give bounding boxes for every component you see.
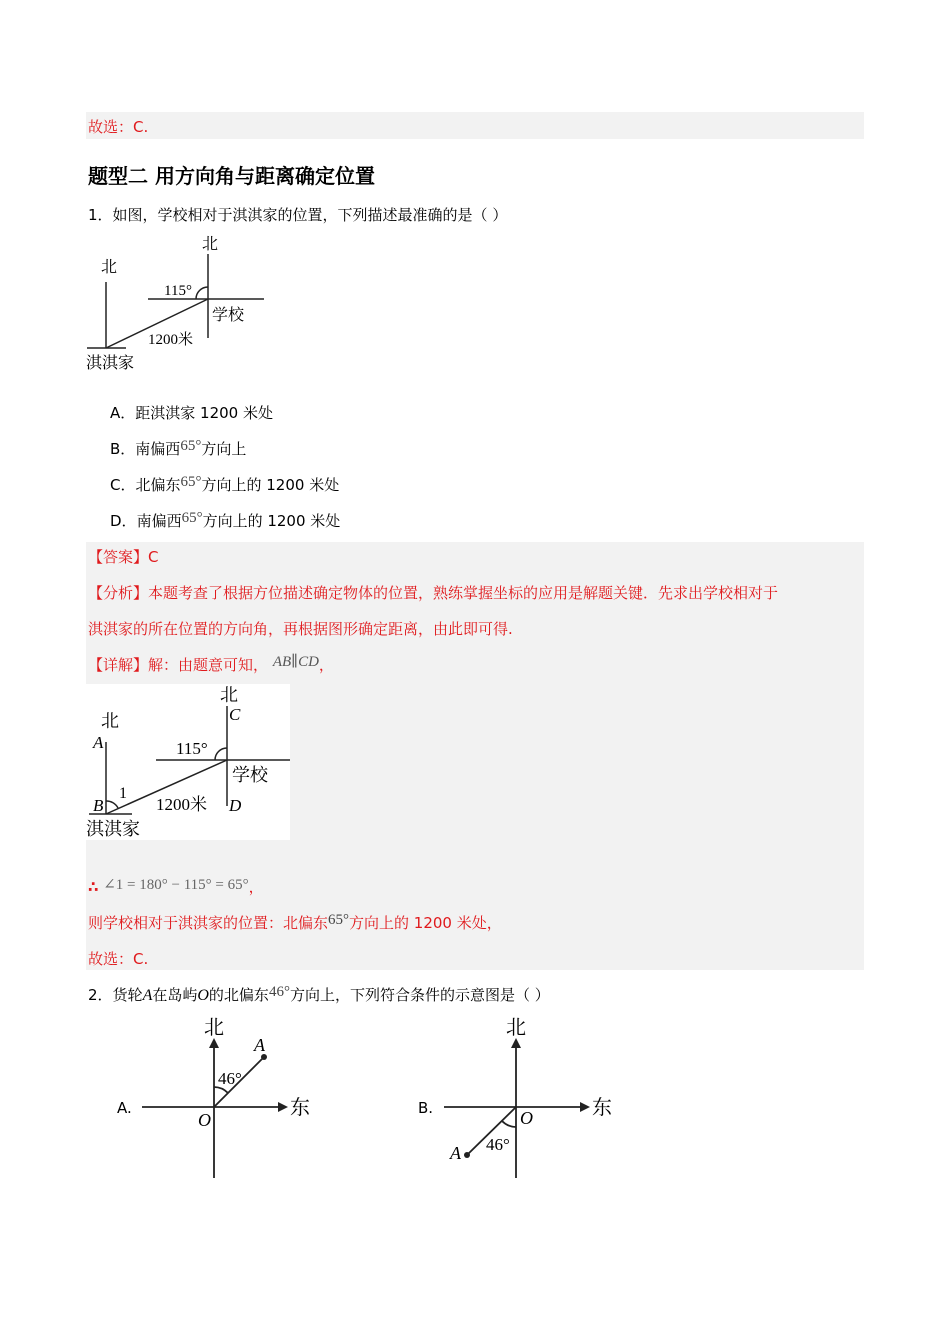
q1-conclusion-post: 方向上的 1200 米处， xyxy=(349,914,502,932)
q1-detail-comma: ， xyxy=(318,656,334,674)
q2-a-origin: O xyxy=(198,1110,211,1130)
q2-b-north: 北 xyxy=(506,1017,526,1039)
q1-detail-fig-north-right: 北 xyxy=(220,685,238,705)
q1-option-c[interactable] xyxy=(110,475,339,496)
q1-fig-angle: 115° xyxy=(164,283,192,299)
q2-a-point: A xyxy=(254,1035,265,1055)
q1-fig-north-left: 北 xyxy=(101,259,118,276)
q1-fig-home: 淇淇家 xyxy=(86,355,135,372)
q1-stem xyxy=(88,205,507,225)
q1-analysis-line2: 淇淇家的所在位置的方向角，再根据图形确定距离，由此即可得. xyxy=(88,620,513,638)
q1-option-d-post: 方向上的 1200 米处 xyxy=(202,512,341,530)
q1-option-b-post: 方向上 xyxy=(201,440,247,458)
top-answer-text: 故选：C. xyxy=(88,118,149,136)
q1-option-a-text: 距淇淇家 1200 米处 xyxy=(135,404,273,422)
q1-fig-north-right: 北 xyxy=(202,236,219,253)
q1-detail-text: 解：由题意可知， xyxy=(148,656,269,674)
q1-option-c-post: 方向上的 1200 米处 xyxy=(201,476,340,494)
q1-option-b-degree: 65° xyxy=(180,438,202,454)
q2-stem-d: 方向上，下列符合条件的示意图是（ ） xyxy=(289,986,550,1004)
q1-detail-fig-angle: 115° xyxy=(176,739,208,758)
q1-option-b-text: 南偏西 xyxy=(135,440,181,458)
q1-option-a-letter: A． xyxy=(110,404,136,422)
q2-b-origin: O xyxy=(520,1108,533,1128)
q1-stem-text: 如图，学校相对于淇淇家的位置，下列描述最准确的是（ ） xyxy=(112,206,508,224)
q1-fig-distance: 1200米 xyxy=(148,332,194,348)
top-answer-box xyxy=(86,112,864,139)
q2-b-east: 东 xyxy=(592,1097,612,1119)
q1-therefore-comma: ， xyxy=(248,878,264,896)
q1-analysis-label: 【分析】 xyxy=(88,584,149,602)
q2-stem-c: 的北偏东 xyxy=(208,986,269,1004)
therefore-symbol: ∴ xyxy=(88,878,99,896)
q2-b-angle: 46° xyxy=(486,1135,510,1154)
section-title: 题型二 用方向角与距离确定位置 xyxy=(88,164,375,188)
q2-option-a-letter[interactable]: A. xyxy=(117,1099,132,1117)
q1-figure xyxy=(84,232,269,377)
q2-number: 2． xyxy=(88,986,113,1004)
q2-a-north: 北 xyxy=(204,1017,224,1039)
q1-analysis-line1 xyxy=(88,583,778,603)
q1-detail-fig-label-d: D xyxy=(229,796,242,815)
q1-answer xyxy=(88,547,159,567)
q1-detail-label: 【详解】 xyxy=(88,656,149,674)
q1-option-b-letter: B． xyxy=(110,440,136,458)
q1-option-d-text: 南偏西 xyxy=(136,512,182,530)
q1-detail-fig-distance: 1200米 xyxy=(156,795,207,814)
q1-detail-fig-home: 淇淇家 xyxy=(86,819,140,839)
q1-analysis-text-1: 本题考查了根据方位描述确定物体的位置，熟练掌握坐标的应用是解题关键．先求出学校相对于 xyxy=(148,584,779,602)
q1-detail-fig-label-b: B xyxy=(93,796,104,815)
q1-option-b[interactable] xyxy=(110,439,246,460)
q1-detail-figure xyxy=(86,684,290,840)
q1-option-d-letter: D． xyxy=(110,512,137,530)
q1-conclusion-degree: 65° xyxy=(328,912,350,928)
q2-stem-point-a: A xyxy=(142,987,153,1004)
q1-option-d-degree: 65° xyxy=(181,510,203,526)
q2-a-angle: 46° xyxy=(218,1069,242,1088)
q1-detail-fig-angle-1: 1 xyxy=(119,785,127,802)
q2-a-east: 东 xyxy=(290,1097,310,1119)
q1-option-d[interactable] xyxy=(110,511,340,532)
q1-detail-fig-label-a: A xyxy=(93,733,104,752)
q2-option-b-letter[interactable]: B. xyxy=(418,1099,434,1117)
q1-option-c-degree: 65° xyxy=(180,474,202,490)
q2-b-point: A xyxy=(450,1143,461,1163)
q2-stem-degree: 46° xyxy=(268,984,290,1000)
q1-therefore-math: ∠1 = 180° − 115° = 65° xyxy=(103,877,249,893)
q1-detail-fig-school: 学校 xyxy=(232,765,268,785)
q2-option-a-figure[interactable] xyxy=(140,1012,320,1182)
q1-conclusion xyxy=(88,913,502,934)
q2-stem-a: 货轮 xyxy=(112,986,143,1004)
q1-conclusion-pre: 则学校相对于淇淇家的位置：北偏东 xyxy=(88,914,329,932)
q1-detail-fig-north-left: 北 xyxy=(101,711,119,731)
q1-number: 1． xyxy=(88,206,113,224)
q1-detail-fig-label-c: C xyxy=(229,705,241,724)
q2-stem xyxy=(88,985,550,1006)
q1-fig-school: 学校 xyxy=(212,307,245,324)
q2-stem-point-o: O xyxy=(197,987,209,1004)
q1-answer-label: 【答案】 xyxy=(88,548,149,566)
q1-therefore xyxy=(88,877,264,898)
q2-stem-b: 在岛屿 xyxy=(152,986,198,1004)
q1-detail xyxy=(88,655,334,676)
q2-option-b-figure[interactable] xyxy=(440,1012,620,1182)
q1-option-a[interactable] xyxy=(110,403,273,423)
q1-detail-math: AB∥CD xyxy=(272,654,319,670)
q1-answer-value: C xyxy=(148,548,159,566)
q1-option-c-text: 北偏东 xyxy=(135,476,181,494)
q1-option-c-letter: C． xyxy=(110,476,136,494)
q1-final: 故选：C. xyxy=(88,950,149,968)
